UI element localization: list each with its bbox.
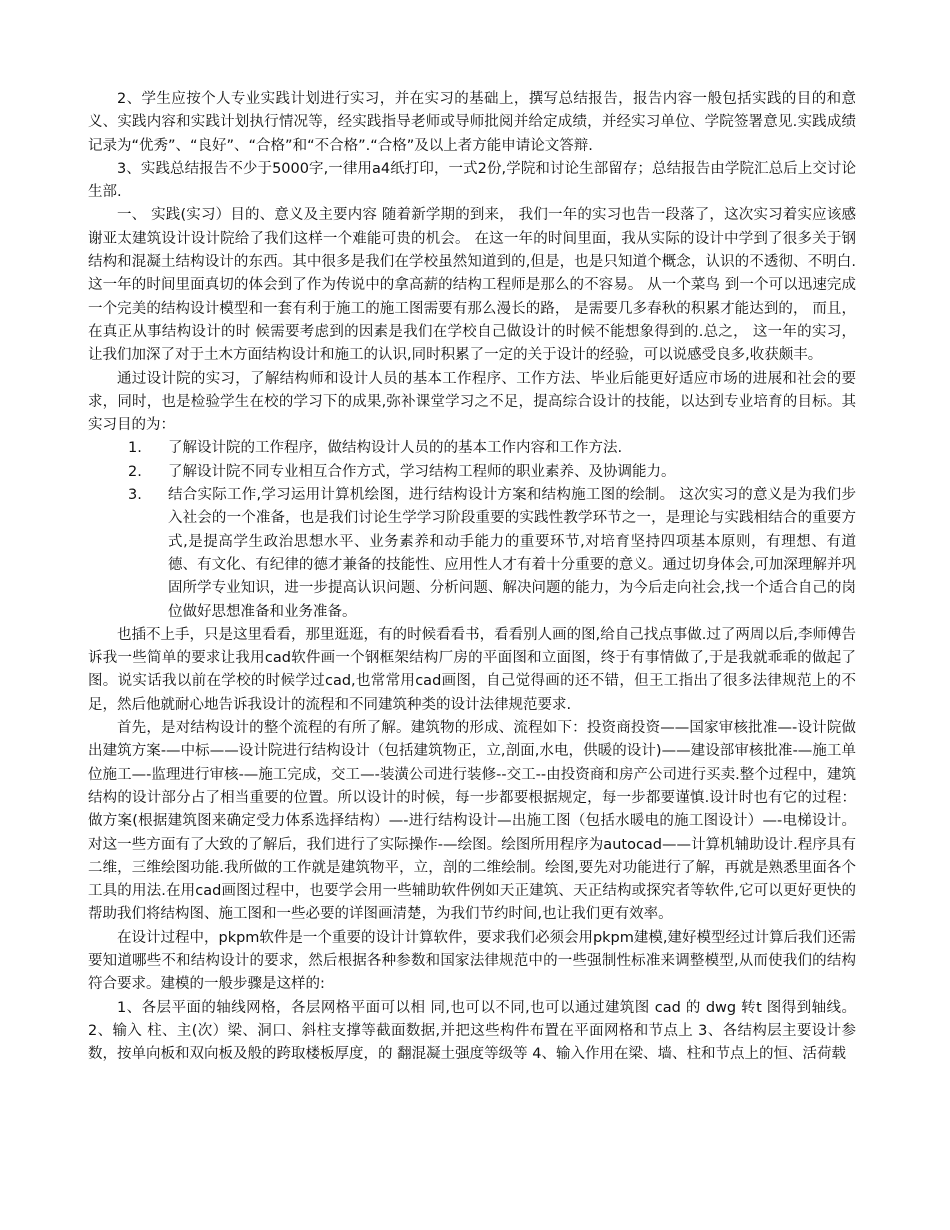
- goals-list: [88, 437, 856, 623]
- list-item-text: 结合实际工作,学习运用计算机绘图，进行结构设计方案和结构施工图的绘制。 这次实习的意义是为我们步入社会的一个准备，也是我们讨论生学学习阶段重要的实践性教学环节之一，是理论与实践相结合的重要方式,是提高学生政治思想水平、业务素养和动手能力的重要环节,对培育坚持四项基本原则，有理想、有道德、有文化、有纪律的德才兼备的技能性、应用性人才有着十分重要的意义。通过切身体会,可加深理解并巩固所学专业知识，进一步提高认识问题、分析问题、解决问题的能力，为今后走向社会,找一个适合自己的岗位做好思想准备和业务准备。: [168, 487, 856, 620]
- list-item: [88, 461, 856, 484]
- list-item: [88, 437, 856, 460]
- paragraph-pkpm: 在设计过程中，pkpm软件是一个重要的设计计算软件，要求我们必须会用pkpm建模,建好模型经过计算后我们还需要知道哪些不和结构设计的要求，然后根据各种参数和国家法律规范中的一些强制性标准来调整模型,从而使我们的结构符合要求。建模的一般步骤是这样的:: [88, 929, 856, 993]
- list-item: [88, 484, 856, 624]
- paragraph-design-process: 首先，是对结构设计的整个流程的有所了解。建筑物的形成、流程如下：投资商投资——国家审核批准—-设计院做出建筑方案-—中标——设计院进行结构设计（包括建筑物正，立,剖面,水电，供暖的设计)——建设部审核批准-—施工单位施工—-监理进行审核-—施工完成，交工—-装潢公司进行装修--交工--由投资商和房产公司进行买卖.整个过程中，建筑结构的设计部分占了相当重要的位置。所以设计的时候，每一步都要根据规定，每一步都要谨慎.设计时也有它的过程：做方案(根据建筑图来确定受力体系选择结构）—-进行结构设计—出施工图（包括水暖电的施工图设计）—-电梯设计。对这一些方面有了大致的了解后，我们进行了实际操作-—绘图。绘图所用程序为autocad——计算机辅助设计.程序具有二维，三维绘图功能.我所做的工作就是建筑物平，立，剖的二维绘制。绘图,要先对功能进行了解，再就是熟悉里面各个工具的用法.在用cad画图过程中，也要学会用一些辅助软件例如天正建筑、天正结构或探究者等软件,它可以更好更快的帮助我们将结构图、施工图和一些必要的详图画清楚，为我们节约时间,也让我们更有效率。: [88, 720, 856, 923]
- list-item-number: 2.: [128, 463, 142, 480]
- list-item-text: 了解设计院不同专业相互合作方式，学习结构工程师的职业素养、及协调能力。: [168, 463, 676, 480]
- list-item-number: 1.: [128, 440, 142, 457]
- paragraph-modeling-steps: 1、各层平面的轴线网格，各层网格平面可以相 同,也可以不同,也可以通过建筑图 cad 的 dwg 转t 图得到轴线。 2、输入 柱、主(次）梁、洞口、斜柱支撑等截面数据,并把这些构件布置在平面网格和节点上 3、各结构层主要设计参数，按单向板和双向板及般的跨取楼板厚度，的 翻混凝土强度等级等 4、输入作用在梁、墙、柱和节点上的恒、活荷载: [88, 999, 856, 1063]
- paragraph-requirements-2: 2、学生应按个人专业实践计划进行实习，并在实习的基础上，撰写总结报告，报告内容一般包括实践的目的和意义、实践内容和实践计划执行情况等，经实践指导老师或导师批阅并给定成绩，并经实习单位、学院签署意见.实践成绩记录为“优秀”、“良好”、“合格”和“不合格”.“合格”及以上者方能申请论文答辩.: [88, 91, 856, 154]
- paragraph-internship-goals: 通过设计院的实习，了解结构师和设计人员的基本工作程序、工作方法、毕业后能更好适应市场的进展和社会的要求，同时，也是检验学生在校的学习下的成果,弥补课堂学习之不足，提高综合设计的技能，以达到专业培育的目标。其实习目的为：: [88, 370, 856, 434]
- document-page: [88, 88, 856, 1066]
- list-item-number: 3.: [128, 487, 142, 504]
- list-item-text: 了解设计院的工作程序，做结构设计人员的的基本工作内容和工作方法.: [168, 440, 623, 457]
- paragraph-cad-experience: 也插不上手，只是这里看看，那里逛逛，有的时候看看书，看看别人画的图,给自己找点事做.过了两周以后,李师傅告诉我一些简单的要求让我用cad软件画一个钢框架结构厂房的平面图和立面图，终于有事情做了,于是我就乖乖的做起了图。说实话我以前在学校的时候学过cad,也常常用cad画图，自己觉得画的还不错，但王工指出了很多法律规范上的不足，然后他就耐心地告诉我设计的流程和不同建筑种类的设计法律规范要求.: [88, 626, 856, 713]
- paragraph-requirements-3: 3、实践总结报告不少于5000字,一律用a4纸打印，一式2份,学院和讨论生部留存；总结报告由学院汇总后上交讨论生部.: [88, 160, 856, 201]
- paragraph-purpose-intro: 一、 实践(实习）目的、意义及主要内容 随着新学期的到来， 我们一年的实习也告一段落了，这次实习着实应该感谢亚太建筑设计设计院给了我们这样一个难能可贵的机会。 在这一年的时间里面，我从实际的设计中学到了很多关于钢结构和混凝土结构设计的东西。其中很多是我们在学校虽然知道到的,但是，也是只知道个概念，认识的不透彻、不明白.这一年的时间里面真切的体会到了作为传说中的拿高薪的结构工程师是那么的不容易。 从一个菜鸟 到一个可以迅速完成一个完美的结构设计模型和一套有利于施工的施工图需要有那么漫长的路， 是需要几多春秋的积累才能达到的， 而且，在真正从事结构设计的时 候需要考虑到的因素是我们在学校自己做设计的时候不能想象得到的.总之， 这一年的实习， 让我们加深了对于土木方面结构设计和施工的认识,同时积累了一定的关于设计的经验，可以说感受良多,收获颇丰。: [88, 207, 856, 364]
